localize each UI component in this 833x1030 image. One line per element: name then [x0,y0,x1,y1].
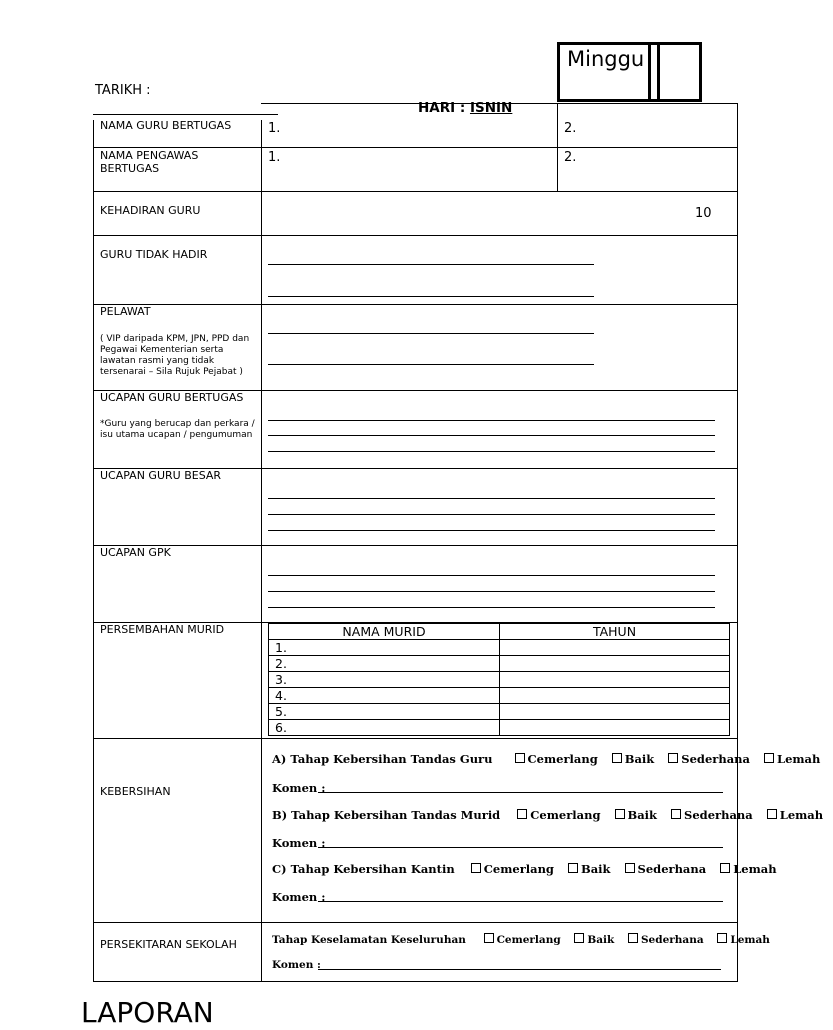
persembahan-murid-label: PERSEMBAHAN MURID [100,623,225,636]
checkbox[interactable] [574,933,584,943]
row-divider [93,304,737,305]
row-divider [93,235,737,236]
persekitaran-label: PERSEKITARAN SEKOLAH [100,938,237,951]
nama-guru-bertugas-label: NAMA GURU BERTUGAS [100,119,232,132]
checkbox[interactable] [628,933,638,943]
murid-name-cell[interactable]: 6. [269,720,500,736]
table-row[interactable] [269,688,730,704]
option-baik: Baik [627,808,658,822]
pengawas-1[interactable]: 1. [268,150,281,165]
komen-line[interactable] [318,847,723,848]
checkbox[interactable] [517,809,527,819]
checkbox[interactable] [471,863,481,873]
col-tahun: TAHUN [500,624,730,640]
murid-tahun-cell[interactable] [500,720,730,736]
table-mid-divider [261,120,262,982]
option-cemerlang: Cemerlang [483,862,554,876]
murid-tahun-cell[interactable] [500,640,730,656]
persekitaran-row [272,933,780,946]
option-baik: Baik [581,862,611,876]
tarikh-fill-line[interactable] [93,114,278,115]
laporan-title: LAPORAN [81,996,214,1029]
option-lemah: Lemah [779,808,824,822]
hari-value: ISNIN [469,100,513,116]
ucapan-guru-besar-line[interactable] [268,514,715,515]
option-sederhana: Sederhana [640,934,704,946]
ucapan-note: *Guru yang berucap dan perkara / isu utama ucapan / pengumuman [100,419,255,440]
tarikh-label: TARIKH : [95,83,151,98]
row-divider [93,147,737,148]
ucapan-gpk-label: UCAPAN GPK [100,546,171,559]
minggu-value-box[interactable] [648,42,660,102]
pelawat-label: PELAWAT [100,305,151,318]
ucapan-gpk-line[interactable] [268,575,715,576]
table-row[interactable] [269,656,730,672]
minggu-box [557,42,702,102]
checkbox[interactable] [625,863,635,873]
checkbox[interactable] [767,809,777,819]
table-left-border [93,120,94,982]
checkbox[interactable] [671,809,681,819]
checkbox[interactable] [720,863,730,873]
guru-tidak-hadir-line[interactable] [268,264,594,265]
kebersihan-b-label: B) Tahap Kebersihan Tandas Murid [272,808,501,822]
col-nama-murid: NAMA MURID [269,624,500,640]
murid-tahun-cell[interactable] [500,656,730,672]
murid-tahun-cell[interactable] [500,688,730,704]
guru-bertugas-1[interactable]: 1. [268,121,281,136]
table-row[interactable] [269,640,730,656]
kebersihan-c-label: C) Tahap Kebersihan Kantin [272,862,455,876]
pelawat-note: ( VIP daripada KPM, JPN, PPD dan Pegawai Kementerian serta lawatan rasmi yang tidak tersenarai – Sila Rujuk Pejabat ) [100,334,250,377]
minggu-label: Minggu [567,47,645,71]
option-lemah: Lemah [733,862,777,876]
checkbox[interactable] [615,809,625,819]
guru-bertugas-2[interactable]: 2. [564,121,577,136]
checkbox[interactable] [764,753,774,763]
komen-line[interactable] [318,792,723,793]
checkbox[interactable] [568,863,578,873]
komen-label: Komen : [272,890,326,904]
table-bottom-border [93,981,737,982]
row-divider [93,738,737,739]
ucapan-gpk-line[interactable] [268,591,715,592]
ucapan-guru-besar-line[interactable] [268,498,715,499]
murid-name-cell[interactable]: 1. [269,640,500,656]
ucapan-guru-bertugas-line[interactable] [268,420,715,421]
kebersihan-label: KEBERSIHAN [100,785,171,798]
ucapan-guru-bertugas-line[interactable] [268,451,715,452]
option-baik: Baik [624,752,655,766]
komen-label: Komen : [272,781,326,795]
table-row[interactable] [269,672,730,688]
ucapan-guru-bertugas-label: UCAPAN GURU BERTUGAS [100,391,244,404]
row-divider [93,545,737,546]
hari-label: HARI : [418,100,466,116]
option-sederhana: Sederhana [684,808,753,822]
guru-tidak-hadir-line[interactable] [268,296,594,297]
kebersihan-a-row [272,752,830,766]
ucapan-gpk-line[interactable] [268,607,715,608]
table-row[interactable] [269,720,730,736]
checkbox[interactable] [484,933,494,943]
kebersihan-c-row [272,862,787,876]
murid-name-cell[interactable]: 3. [269,672,500,688]
option-lemah: Lemah [730,934,770,946]
option-cemerlang: Cemerlang [496,934,561,946]
murid-table-header [269,624,730,640]
checkbox[interactable] [668,753,678,763]
kehadiran-guru-value[interactable]: 10 [695,206,712,221]
murid-name-cell[interactable]: 2. [269,656,500,672]
pelawat-line[interactable] [268,333,594,334]
table-row[interactable] [269,704,730,720]
komen-line[interactable] [318,969,721,970]
murid-tahun-cell[interactable] [500,704,730,720]
ucapan-guru-besar-line[interactable] [268,530,715,531]
row-divider [93,191,737,192]
nama-pengawas-label: NAMA PENGAWAS BERTUGAS [100,149,199,175]
checkbox[interactable] [612,753,622,763]
option-cemerlang: Cemerlang [527,752,598,766]
pengawas-2[interactable]: 2. [564,150,577,165]
ucapan-guru-besar-label: UCAPAN GURU BESAR [100,469,222,482]
checkbox[interactable] [717,933,727,943]
murid-table [268,623,730,736]
guru-tidak-hadir-label: GURU TIDAK HADIR [100,248,208,261]
table-right-border [737,103,738,982]
row-divider [93,922,737,923]
kebersihan-a-label: A) Tahap Kebersihan Tandas Guru [272,752,493,766]
murid-name-cell[interactable]: 5. [269,704,500,720]
option-sederhana: Sederhana [637,862,707,876]
checkbox[interactable] [515,753,525,763]
table-top-border [261,103,737,104]
pelawat-line[interactable] [268,364,594,365]
kehadiran-guru-label: KEHADIRAN GURU [100,204,201,217]
persekitaran-item-label: Tahap Keselamatan Keseluruhan [272,934,466,946]
komen-line[interactable] [318,901,723,902]
komen-label: Komen : [272,836,326,850]
murid-name-cell[interactable]: 4. [269,688,500,704]
option-sederhana: Sederhana [681,752,750,766]
option-lemah: Lemah [776,752,821,766]
kebersihan-b-row [272,808,833,822]
ucapan-guru-bertugas-line[interactable] [268,435,715,436]
murid-tahun-cell[interactable] [500,672,730,688]
option-cemerlang: Cemerlang [530,808,601,822]
option-baik: Baik [587,934,615,946]
komen-label: Komen : [272,959,321,971]
